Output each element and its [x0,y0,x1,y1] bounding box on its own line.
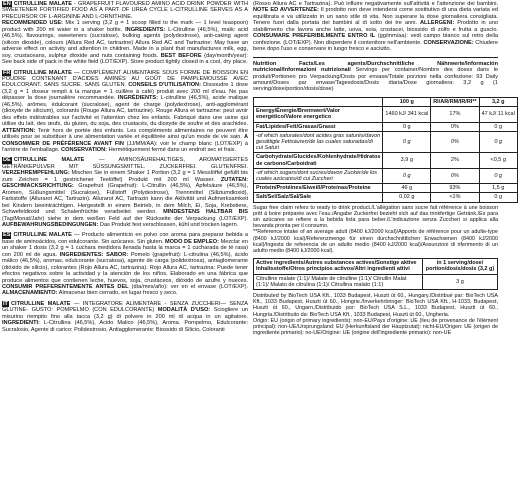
active-title: Active ingredients/Autres substances actives/Sonstige aktive Inhaltsstoffe/Otros principios activos/Altri ingredienti attivi [254,259,423,274]
nutrition-row-v3: 0 g [479,168,517,183]
it-store-text: Chiudere bene dopo l'uso e conservare in luogo fresco e asciutto. [253,39,498,53]
es-store-label: ALMACENAMIENTO: [2,290,58,297]
fr-usage-text: Dissoudre 1 dose (3,2 g = 1 doseur rempli à la marque = 1 cuillère à café) produit avec 200 ml d'eau. Ne pas dépasser la dose journalière recommandée. [2,82,248,102]
de-mhd-label: MINDESTENS HALTBAR BIS [163,209,248,216]
nutrition-col-serving: 3,2 g [479,97,517,106]
nutrition-title: Nutrition Facts/Les agents/Durchschnittliche Nährwerte/Información nutricional/Informazioni nutrizionali [253,60,498,74]
nutrition-row-v3: 0 g [479,131,517,153]
es-store-text: Almacenar bien cerrado, en lugar fresco y seco. [58,290,178,297]
lang-badge-en: EN [3,1,11,7]
fr-usage-label: CONSEILS D'UTILISATION: [128,82,201,89]
active-row-label: Citrulline malate (1:1)/ Malate de citrulline (1:1)/ Citrullin Malat (1:1)/ Malato de citrulina (1:1)/ Citrullina malato (1:1) [254,274,423,289]
active-header-row [254,259,498,274]
es-ingr-label: INGREDIENTES: SABOR: [59,251,129,258]
active-col: in 1 serving/dose/ portion/dosis/dosis (3,2 g) [423,259,498,274]
nutrition-row-v2: 2% [431,153,479,168]
en-usage-text: Mix 1 serving (3,2 g = 1 scoop filled to the mark — 1 level teaspoon) product with 200 ml water in a shaker bottle. [2,20,248,33]
nutrition-daily: Daily amount/Doses par envase/Tagesdosis/Dosis diaria/Dose giornaliera: 3,2 g (1 serving/dose/portion/dosis/dose) [253,73,498,93]
nutrition-col-100g: 100 g [383,97,431,106]
nutrition-row-v3: 47 kJ/ 11 kcal [479,107,517,122]
en-ingr-label: INGREDIENTS: [125,26,166,33]
nutrition-header [253,61,498,93]
en-title: CITRULLINE MALATE [13,1,72,7]
section-en [2,1,248,66]
nutrition-row-label: Protein/Protéines/Eiweiß/Proteínas/Proteine [254,184,383,193]
fr-title: CITRULLINE MALATE [13,69,72,76]
nutrition-row [254,107,518,122]
de-usage-label: VERZEHREMPFEHLUNG: [2,170,70,177]
fr-cons-text: (JJ/MM/AA): voir le champ blanc (LOT/EXP) à l'arrière de l'emballage. [2,140,248,153]
nutrition-row-v1: 0 g [383,131,431,153]
it-usage-label: MODALITÀ D'USO: [157,307,211,314]
nutrition-row-label: -of which saturates/dont acides gras saturés/davon gesättigte Fettsäuren/de las cuales saturadas/di cui Saturi [254,131,383,153]
nutrition-row-v1: 3,9 g [383,153,431,168]
nutrition-row-label: -of which sugars/dont sucres/davon Zucker/de los cuales azúcares/di cui Zuccheri [254,168,383,183]
es-usage-label: MODO DE EMPLEO: [165,238,219,245]
it-usage-text: Sciogliere un misurino riempito fino alla tacca (3,2 g) di polvere in 200 ml di acqua in un agitatore. [2,307,248,320]
nutrition-row-v1: 0,02 g [383,193,431,202]
nutrition-row-v1: 46 g [383,184,431,193]
lang-badge-fr: FR [3,69,11,76]
nutrition-row [254,184,518,193]
distribution-info [253,293,498,336]
es-ingr-text: Pomelo (grapefruit): L-citrulina (46,5%), ácido málico (46,5%), aromas, edulcorante (sucralosa), agente de carga (polidextrosa), antiaglomerante (dióxido de silicio), colorantes (Rojo Allura AC, tartrazina). Rojo Allura AC, tartrazina: Puede tener efectos negativos sobre la actividad y la atención de los niños. Elaborado en una fábrica que produce alimentos que contienen leche, huevos, soja, crustáceos, dióxido de azufre y nueces. [2,251,248,284]
nutrition-row-v2: 0% [431,122,479,131]
section-es [2,232,248,297]
fr-att-label: ATTENTION: [2,127,36,134]
it-desc: — INTEGRATORE ALIMENTARE - SENZA ZUCCHERI— SENZA GLUTINE- GUSTO: POMPELMO (CON EDULCORANTE) [2,300,248,314]
divider [253,57,498,58]
de-ingr-label: ZUTATEN: GESCHMACKSRICHTUNG: [2,176,248,190]
lang-badge-es: ES [3,232,11,239]
it-continued-paragraph [253,1,498,53]
es-title: CITRULLINE MALATE [13,232,72,239]
nutrition-row-label: Fat/Lipides/Fett/Grasas/Grassi [254,122,383,131]
en-desc: - GRAPEFRUIT FLAVOURED AMINO ACID DRINK POWDER WITH SWEETENER FORTIFIED FOOD AS A PART OF UREA CYCLE L-CITRULLINE SERVES AS A PRECURSOR OF L-ARGININE AND L-ORNITHINE. [2,1,248,20]
de-paragraph [2,157,248,228]
section-it [2,301,248,333]
nutrition-row-v3: <0,5 g [479,153,517,168]
nutrition-row-v2: 17% [431,107,479,122]
fr-desc: — COMPLÉMENT ALIMENTAIRE SOUS FORME DE BOISSON EN POUDRE CONTENANT D'ACIDES AMINÉS AU GOÛT DE PAMPLEMOUSSE AVEC ÉDULCORANT. SANS SUCRE. SANS GLUTEN. [2,69,248,89]
it-note-text: Il prodotto non deve intendersi come sostitutivo di una dieta variata ed equilibrata e va utilizzato in un sano stile di vita. Non superare la dose giornaliera consigliata. Tenere fuori dalla portata dei bambini al di sotto dei tre anni. [253,7,498,27]
fr-cons-label: A CONSOMMER DE PRÉFÉRENCE AVANT FIN [2,134,248,147]
nutrition-row-v1: 0 g [383,122,431,131]
it-ingr-text: L-Citrullina (46,5%), Acido Malico (46,5%), Aroma. Pompelmo, Edulcorante: Sucralosio, Agente di carico: Polidestrosio, Antiagglomerante: Biossido di Silicio, Coloranti [2,320,248,333]
section-it-continued [253,1,498,53]
nutrition-row-v1: 0 g [383,168,431,183]
de-store-text: Das Produkt fest verschlossen, kühl und trocken lagern. [99,221,239,228]
nutrition-row-v2: <1% [431,193,479,202]
nutrition-row-v3: 0 g [479,193,517,202]
nutrition-row [254,153,518,168]
fr-ingr-label: INGRÉDIENTS: [117,95,159,102]
nutrition-header-row [254,97,518,106]
nutrition-row-label: Energy/Énergie/Brennwert/Valor energético/Valore energetico [254,107,383,122]
nutrition-row [254,193,518,202]
it-paragraph [2,301,248,333]
es-paragraph [2,232,248,297]
en-bb-label: BEST BEFORE [160,52,202,59]
fr-store-text: Hermétiquement fermé dans un endroit sec et frais. [108,146,237,153]
de-ingr-text: Grapefruit (Grapefruit): L-Citrullin (46,5%), Apfelsäure (46,5%), Aromen, Süßungsmittel (Sucralose), Füllstoff (Polydextrose), Trennmittel (Siliziumdioxid), Farbstoffe (Allurarot AC, Tartrazin). Allurarot AC, Tartrazin kann die Aktivität und Aufmerksamkeit bei Kindern beeinträchtigen. Hergestellt in einem Betrieb, in dem Milch, Ei, Soja, Krebstiere, Schwefeldioxid und Schalenfrüchte verarbeitet werden. [2,183,248,216]
nutrition-row-v1: 1460 kJ/ 341 kcal [383,107,431,122]
it-allergen-text: Prodotto in uno stabilimento che lavora anche latte, uova, soia, crostacei, biossido di zolfo e frutta a guscio. [253,20,498,33]
nutrition-row-v2: 0% [431,168,479,183]
nutrition-title-paragraph [253,61,498,93]
fr-att-text: Tenir hors de portée des enfants. Les compléments alimentaires ne peuvent être utilisés pour se substituer à une alimentation variée et équilibrée ainsi qu'un mode de vie sain. [2,127,249,141]
nutrition-row [254,122,518,131]
de-usage-text: Mischen Sie in einem Shaker 1 Portion (3,2 g = 1 Messlöffel gefüllt bis zum Zeichen = 1 gestrichener Teelöffel) Produkt mit 200 ml Wasser. [2,170,248,183]
sugar-note: Sugar free claim refers to ready to drink product./L'allégation sans sucre fait référence à une boisson prêt à boire préparée avec l'eau./Angabe Zuckerfrei bezieht sich auf das trinkfertige Getränk./Es para sin azúcares se refiere a la bebida lista para beber./L'indicazione senza Zuccheri si applica alla bevanda pronta per il consumo. [253,204,498,230]
es-usage-text: Mezclar en un shaker 1 dosis (3,2 g = 1 cuchara medidora llenada hasta la marca = 1 cucharada de té rasa) con 200 ml de agua. [2,238,249,258]
nutrition-title-tail: Servings per container/Nombre des doses dans le produit/Portionen pro Verpackung/Dosis por envase/Totale porzioni nella confezione: 93 [253,67,498,80]
fr-paragraph [2,70,248,154]
nutrition-col-ri: RI/AR/RM/IR/RI** [431,97,479,106]
active-ingredients-table [253,258,498,290]
en-bb-text: (day/month/year): See back side of pack in the white field (LOT/EXP). Store product tightly closed in a cool, dry place. [2,52,248,66]
it-ingr-label: INGREDIENTI: [2,320,40,327]
lang-badge-de: DE [3,157,11,164]
nutrition-row [254,131,518,153]
it-tail-text: (Rosso Allura AC e Tartrazina). Può influire negativamente sull'attività e l'attenzione dei bambini. [253,1,498,7]
ri-note: **Reference intake of an average adult (8400 kJ/2000 kcal)/Apports de référence pour un adulte-type (8400 kJ/2000 kcal)/Referenzmenge für einen durchschnittlichen Erwachsenen (8400 kJ/2000 kcal)/Ingesta de referencia de un adulto medio (8400 kJ/2000 kcal)/Assunzioni di riferimento di un adulto medio (8400 kJ/2000 kcal). [253,229,498,254]
nutrition-row-label: Carbohydrate/Glucides/Kohlenhydrate/Hidratos de carbono/Carboidrati [254,153,383,168]
it-allergen-label: ALLERGENI: [420,20,455,27]
lang-badge-it: IT [3,300,8,307]
en-ingr-text: L-Citrulline (46,5%), malic acid (46,5%), flavourings, sweeteners (sucralose), bulking agents (polydextrose), anti-caking agent (silicon dioxide), colours (Allura Red AC, tartrazine) Allura Red AC and Tartrazine: May have an adverse effect on activity and attention in children. Made in a plant that manufactures milk, egg, soy, crustaceans, sulphur dioxide and nuts containing foods. [2,26,248,59]
nutrition-row-v2: 0% [431,131,479,153]
it-note-label: NOTE ED AVVERTENZE: [253,7,319,14]
it-title: CITRULLINE MALATE [10,300,71,307]
en-paragraph [2,1,248,20]
right-column [253,1,515,340]
section-fr [2,70,248,154]
de-store-label: AUFBEWAHRUNGSBEDINGUNGEN: [2,221,99,228]
nutrition-table [253,97,518,203]
de-desc: — AMINOSÄUREHALTIGES, AROMATISIERTES GETRÄNKEPULVER MIT SÜSSUNGSMITTEL. ZUCKERFREI. GLUTENFREI. [2,157,248,170]
section-de [2,157,248,228]
origin-text: Origin: EU (origin of primary ingredients): non-EU/Pays d'origine: UE (lieu de provenance de l'élément principal): non-UE/Ursprungsland: EU (Herkunftsland der Hauptzutat): nicht-EU/Origen: UE (origen de ingrediente primario): no-UE/Origine: UE (origine dell'ingrediente primario): non-UE [253,317,498,337]
nutrition-row-v2: 93% [431,184,479,193]
nutrition-row-label: Salt/Sel/Salz/Sal/Sale [254,193,383,202]
de-mhd-text: (Tag/Monat/Jahr) siehe in dem weißen Feld auf der Rückseite der Verpackung (LOT/EXP). [2,215,248,222]
active-row [254,274,498,289]
nutrition-notes [253,205,498,255]
distributor-text: Distributed by BioTech USA Kft., 1033 Budapest, Huszti út 60., Hungary./Distribué par: BioTech USA Kft., 1033 Budapest, Huszti út 60., Hongrie./Inverkehrbringer: BioTech USA Kft., H-1033, Budapest, Huszti út 60., Ungarn./Distribuido por: BioTech USA S.L., 1033 Budapest, Huszti út 60., Hungría./Distribuito da: BioTech USA Kft., 1033 Budapest, Huszti út 60., Ungheria. [253,292,498,318]
nutrition-header-blank [254,97,383,106]
fr-ingr-text: L-citrulline (46,5%), acide malique (46,5%), arômes, édulcorant (sucralose), agent de charge (polydextrose), anti-agglomérant (dioxyde de silicium), colorants (Rouge Allura AC, tartrazine). Rouge Allura et tartrazine: peut avoir des effets indésirables sur l'activité et l'attention chez les enfants. Fabriqué dans une usine qui utilise du lait, des œufs, du gluten, du soja, des crustacés, du dioxyde de soufre et des arachides. [2,95,249,128]
es-cons-text: (día/mes/año): ver en el envase (LOT/EXP). [131,284,249,291]
fr-store-label: CONSERVATION: [61,146,108,153]
en-usage-label: RECOMMENDED USE: [2,20,63,27]
nutrition-row [254,168,518,183]
en-usage [2,20,248,65]
active-row-value: 3 g [423,274,498,289]
es-desc: — Producto alimenticio en polvo con aroma para preparar bebida a base de aminoácidos, con edulcorante. Sin azúcares. Sin gluten. [2,232,248,245]
es-cons-label: CONSUMIR PREFERENTEMENTE ANTES DEL [2,284,129,291]
it-cons-text: (gg/mm/aa): vedi campo bianco sul retro della confezione. (LOT/EXP). Non disperdere il contenitore nell'ambiente. [253,33,499,46]
it-store-label: CONSERVAZIONE: [423,39,474,46]
nutrition-row-v3: 0 g [479,122,517,131]
nutrition-row-v3: 1,5 g [479,184,517,193]
it-cons-label: CONSUMARE PREFERIBILMENTE ENTRO IL [253,33,376,40]
de-title: CITRULLINE MALATE [13,157,85,164]
left-column [2,1,248,337]
